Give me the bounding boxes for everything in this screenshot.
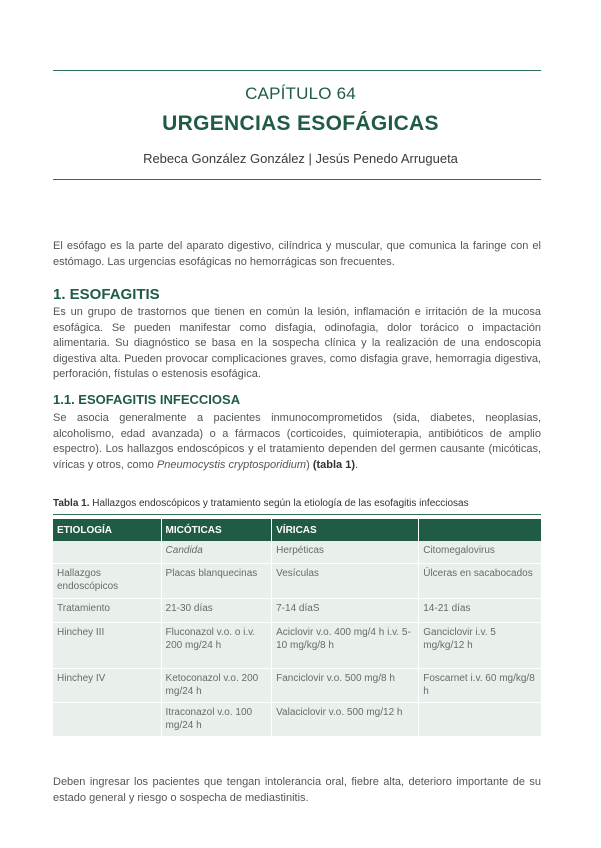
table-cell: Aciclovir v.o. 400 mg/4 h i.v. 5-10 mg/kg/8 h: [272, 622, 419, 668]
table-header-cell: ETIOLOGÍA: [53, 519, 161, 541]
table-cell: [53, 702, 161, 736]
section-heading-esofagitis: 1. ESOFAGITIS: [53, 286, 160, 303]
table-row: [53, 668, 541, 702]
intro-paragraph: El esófago es la parte del aparato digestivo, cilíndrica y muscular, que comunica la faringe con el estómago. Las urgencias esofágicas no hemorrágicas son frecuentes.: [53, 240, 541, 268]
table-cell: 21-30 días: [161, 598, 272, 622]
table-row: [53, 622, 541, 668]
header-bottom-rule: [53, 179, 541, 180]
table-cell: Itraconazol v.o. 100 mg/24 h: [161, 702, 272, 736]
infecciosa-italic-term: Pneumocystis cryptosporidium: [156, 458, 307, 471]
infecciosa-text-c: .: [355, 458, 359, 471]
table-cell: Citomegalovirus: [419, 541, 541, 563]
table-cell-italic: Candida: [165, 545, 203, 556]
table-row: [53, 563, 541, 598]
table-cell: Placas blanquecinas: [161, 563, 272, 598]
table-cell: Hinchey IV: [53, 668, 161, 702]
table-reference: (tabla 1): [312, 458, 356, 471]
table-caption-text: Hallazgos endoscópicos y tratamiento según la etiología de las esofagitis infecciosas: [89, 498, 469, 509]
table-cell: Hallazgos endoscópicos: [53, 563, 161, 598]
table-cell: Vesículas: [272, 563, 419, 598]
table-caption: [53, 498, 469, 509]
infecciosa-text-a: Se asocia generalmente a pacientes inmunocomprometidos (sida, diabetes, neoplasias, alcoholismo, edad avanzada) o a fármacos (corticoides, quimioterapia, antibióticos de amplio espectro). Los hallazgos endoscópicos y el tratamiento dependen del germen causante (micóticas, víricas y otros, como: [53, 412, 541, 471]
table-cell: Tratamiento: [53, 598, 161, 622]
table-header-cell: VÍRICAS: [272, 519, 419, 541]
table-header-cell: MICÓTICAS: [161, 519, 272, 541]
table-header-cell: [419, 519, 541, 541]
table-cell: Ganciclovir i.v. 5 mg/kg/12 h: [419, 622, 541, 668]
table-cell: [53, 541, 161, 563]
chapter-title: URGENCIAS ESOFÁGICAS: [162, 112, 439, 135]
table-cell: 7-14 díaS: [272, 598, 419, 622]
table-row: [53, 598, 541, 622]
table-cell: Valaciclovir v.o. 500 mg/12 h: [272, 702, 419, 736]
table-cell: Hinchey III: [53, 622, 161, 668]
table-row: [53, 702, 541, 736]
esofagitis-paragraph: Es un grupo de trastornos que tienen en común la lesión, inflamación e irritación de la mucosa esofágica. Se pueden manifestar como disfagia, odinofagia, dolor torácico o impactación alimentaria. Su diagnóstico se basa en la sospecha clínica y la realización de una endoscopia digestiva alta. Pueden provocar complicaciones graves, como disfagia grave, hemorragia digestiva, perforación, fístulas o estenosis esofágica.: [53, 306, 541, 380]
table-cell: Fluconazol v.o. o i.v. 200 mg/24 h: [161, 622, 272, 668]
infecciosa-paragraph: [53, 411, 541, 473]
subsection-heading-infecciosa: 1.1. ESOFAGITIS INFECCIOSA: [53, 392, 241, 407]
table-cell: Ketoconazol v.o. 200 mg/24 h: [161, 668, 272, 702]
table-caption-rule: [53, 514, 541, 515]
table-cell: Úlceras en sacabocados: [419, 563, 541, 598]
table-cell: 14-21 días: [419, 598, 541, 622]
table-cell: [161, 541, 272, 563]
table-cell: Foscarnet i.v. 60 mg/kg/8 h: [419, 668, 541, 702]
table-cell: [419, 702, 541, 736]
table-caption-label: Tabla 1.: [53, 498, 90, 509]
chapter-number: CAPÍTULO 64: [245, 84, 356, 103]
table-cell: Fanciclovir v.o. 500 mg/8 h: [272, 668, 419, 702]
esofagitis-table: [53, 519, 541, 737]
chapter-authors: Rebeca González González | Jesús Penedo Arrugueta: [143, 151, 458, 166]
closing-paragraph: Deben ingresar los pacientes que tengan intolerancia oral, fiebre alta, deterioro importante de su estado general y riesgo o sospecha de mediastinitis.: [53, 776, 541, 804]
infecciosa-text-b: ): [306, 458, 313, 471]
table-cell: Herpéticas: [272, 541, 419, 563]
table-row: [53, 541, 541, 563]
header-top-rule: [53, 70, 541, 71]
table-header-row: [53, 519, 541, 541]
